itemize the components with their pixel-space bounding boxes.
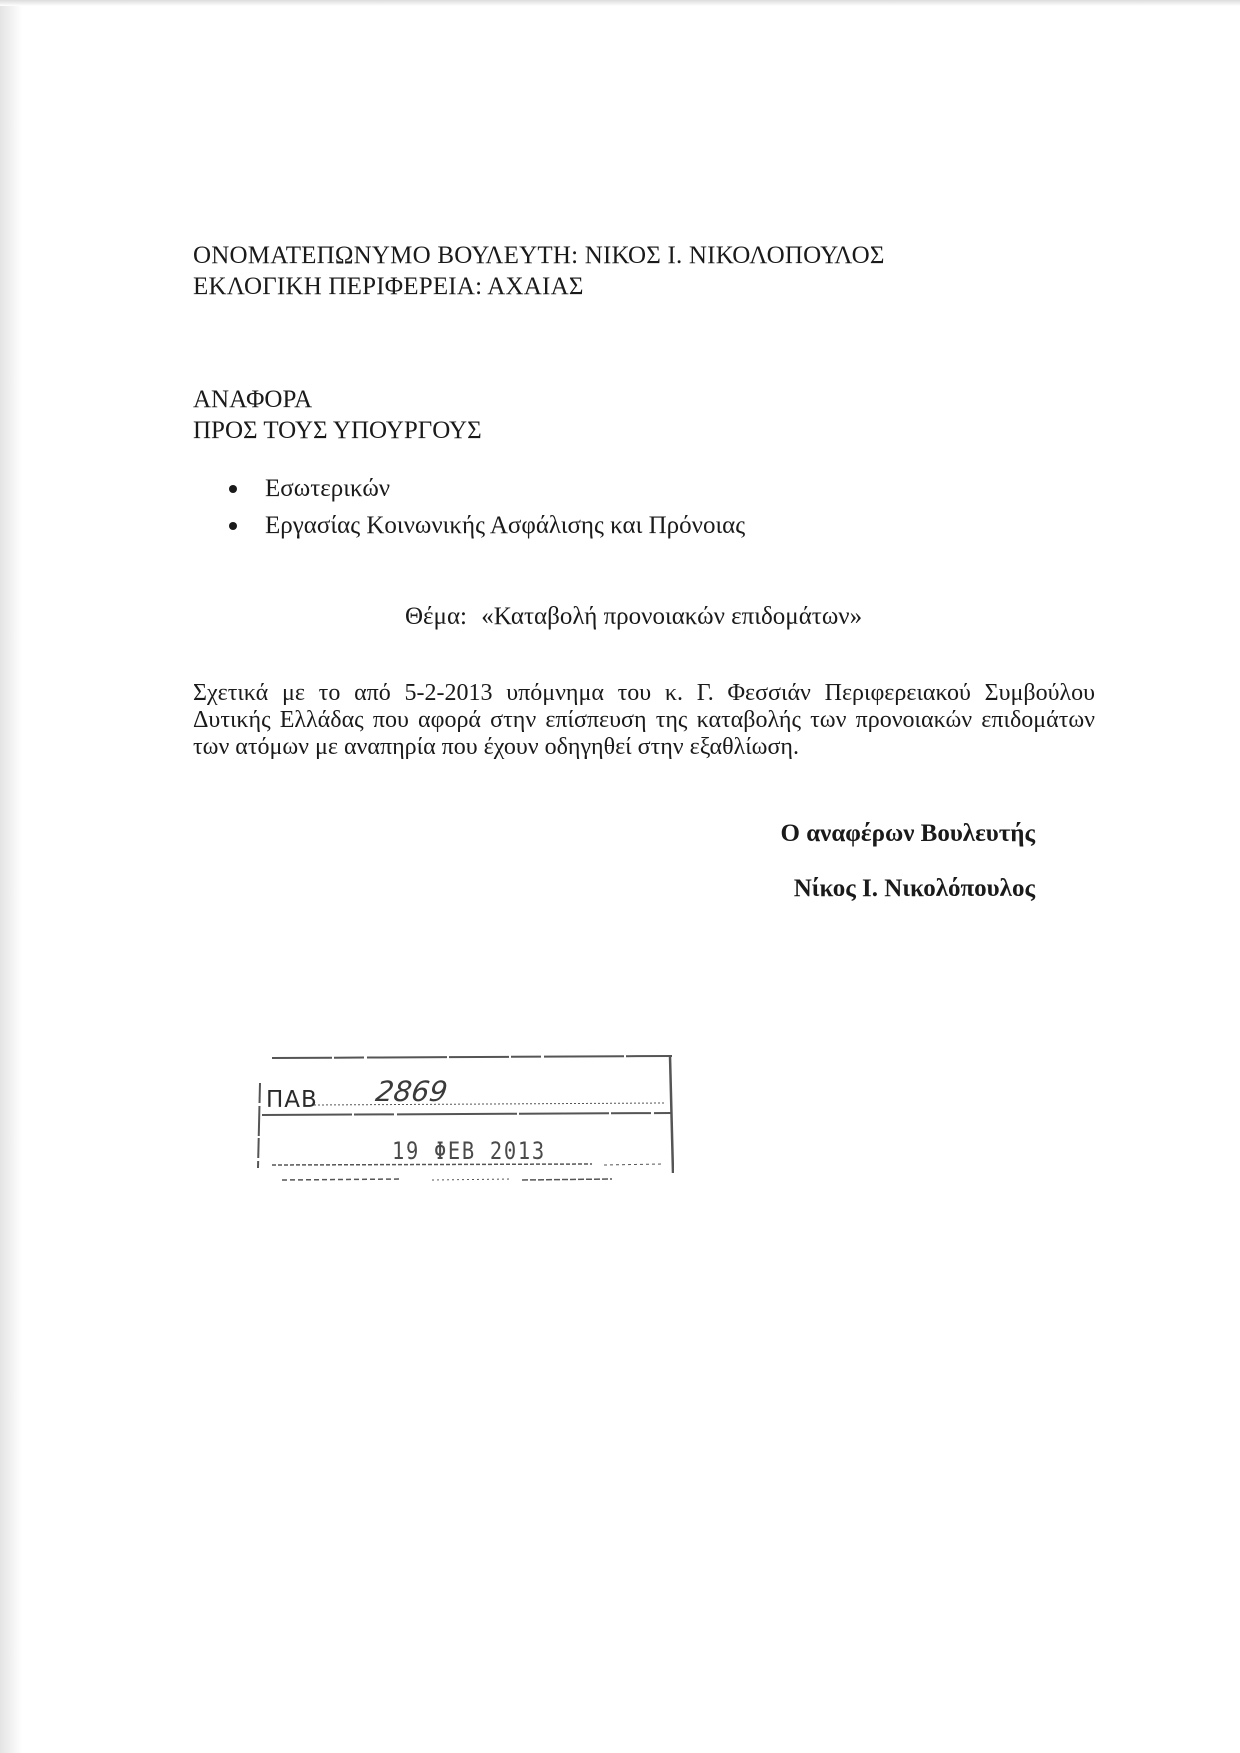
report-heading (193, 384, 482, 446)
ministry-name: Εργασίας Κοινωνικής Ασφάλισης και Πρόνοιας (265, 512, 746, 539)
list-item (193, 473, 745, 510)
subject-line (405, 601, 862, 632)
body-line: Δυτικής Ελλάδας που αφορά στην επίσπευση της καταβολής των προνοιακών επιδομάτων (193, 707, 1095, 733)
mp-name-line: ΟΝΟΜΑΤΕΠΩΝΥΜΟ ΒΟΥΛΕΥΤΗ: ΝΙΚΟΣ Ι. ΝΙΚΟΛΟΠΟΥΛΟΣ (193, 242, 885, 269)
scan-edge-top (0, 0, 1240, 6)
signature-block (781, 818, 1035, 904)
ministry-name: Εσωτερικών (265, 475, 391, 502)
signature-role: Ο αναφέρων Βουλευτής (780, 820, 1035, 847)
district-line: ΕΚΛΟΓΙΚΗ ΠΕΡΙΦΕΡΕΙΑ: ΑΧΑΙΑΣ (193, 273, 584, 300)
body-line: των ατόμων με αναπηρία που έχουν οδηγηθεί στην εξαθλίωση. (193, 734, 799, 760)
ministry-list (193, 473, 745, 547)
subject-label: Θέμα: (405, 603, 467, 630)
mp-header (193, 240, 885, 302)
bullet-icon (229, 485, 237, 493)
body-paragraph (193, 680, 1095, 761)
bullet-icon (229, 522, 237, 530)
recipients-heading: ΠΡΟΣ ΤΟΥΣ ΥΠΟΥΡΓΟΥΣ (193, 417, 482, 444)
signature-name: Νίκος Ι. Νικολόπουλος (793, 875, 1035, 902)
registry-stamp (252, 1053, 674, 1183)
list-item (193, 510, 745, 547)
scan-edge-left (0, 0, 22, 1753)
subject-text: «Καταβολή προνοιακών επιδομάτων» (481, 603, 863, 630)
body-line: Σχετικά με το από 5-2-2013 υπόμνημα του κ. Γ. Φεσσιάν Περιφερειακού Συμβούλου (193, 680, 1095, 706)
stamp-label: ΠΑΒ (266, 1087, 318, 1113)
report-title: ΑΝΑΦΟΡΑ (193, 386, 313, 413)
stamp-date: 19 ΦΕΒ 2013 (392, 1137, 546, 1165)
stamp-number: 2869 (373, 1075, 450, 1108)
